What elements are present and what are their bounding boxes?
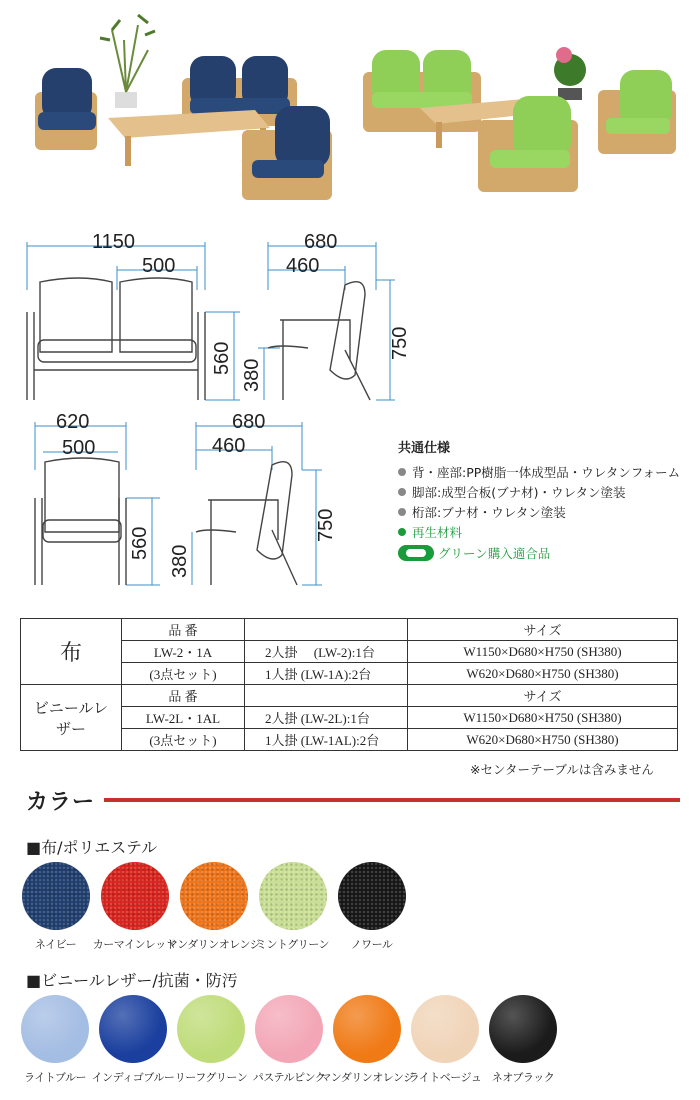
fabric-swatches xyxy=(16,862,411,952)
table-cell: 2人掛 (LW-2L):1台 xyxy=(245,707,408,729)
fabric-set: (3点セット) xyxy=(122,663,245,685)
color-circle xyxy=(101,862,169,930)
table-cell: W620×D680×H750 (SH380) xyxy=(408,729,678,751)
col-size: サイズ xyxy=(408,685,678,707)
dim-single-side-seat-depth: 460 xyxy=(212,435,246,457)
table-cell: 1人掛 (LW-1A):2台 xyxy=(245,663,408,685)
product-photo-navy xyxy=(20,0,360,215)
table-cell: W620×D680×H750 (SH380) xyxy=(408,663,678,685)
color-circle xyxy=(21,995,89,1063)
col-part-number: 品 番 xyxy=(122,685,245,707)
dim-single-width: 620 xyxy=(56,411,90,433)
color-circle xyxy=(99,995,167,1063)
dim-sofa-seat-width: 500 xyxy=(142,255,176,277)
color-circle xyxy=(22,862,90,930)
color-name: インディゴブルー xyxy=(91,1071,175,1084)
vinyl-set: (3点セット) xyxy=(122,729,245,751)
dim-single-arm-height: 560 xyxy=(129,526,151,560)
fabric-part-number: LW-2・1A xyxy=(122,641,245,663)
dim-single-side-depth: 680 xyxy=(232,411,266,433)
color-name: ノワール xyxy=(350,938,393,951)
green-purchase-badge: グリーン購入適合品 xyxy=(398,542,688,564)
color-swatch xyxy=(484,995,562,1085)
color-name: ミントグリーン xyxy=(255,938,330,951)
dim-side-seat-height: 380 xyxy=(241,358,263,392)
color-heading: カラー xyxy=(26,790,96,815)
color-name: ライトブルー xyxy=(24,1071,86,1084)
color-circle xyxy=(177,995,245,1063)
color-swatch xyxy=(250,995,328,1085)
color-name: マンダリンオレンジ xyxy=(166,938,261,951)
color-swatch xyxy=(172,995,250,1085)
vinyl-swatches xyxy=(16,995,562,1085)
common-spec xyxy=(398,437,688,564)
table-cell: W1150×D680×H750 (SH380) xyxy=(408,707,678,729)
table-cell: 1人掛 (LW-1AL):2台 xyxy=(245,729,408,751)
color-swatch xyxy=(332,862,411,952)
product-spec-table xyxy=(20,618,678,751)
color-name: ライトベージュ xyxy=(408,1071,482,1084)
fabric-heading: ■布/ポリエステル xyxy=(26,838,158,857)
dim-single-side-seat-height: 380 xyxy=(169,544,191,578)
color-swatch xyxy=(16,862,95,952)
color-swatch xyxy=(92,862,177,952)
green-purchase-logo-icon xyxy=(398,545,434,561)
dimension-drawings xyxy=(0,230,420,600)
color-circle xyxy=(180,862,248,930)
color-swatch xyxy=(253,862,332,952)
table-note: ※センターテーブルは含みません xyxy=(470,762,654,777)
table-cell: 2人掛 (LW-2):1台 xyxy=(245,641,408,663)
dim-side-seat-depth: 460 xyxy=(286,255,320,277)
vinyl-heading: ■ビニールレザー/抗菌・防汚 xyxy=(26,971,238,990)
color-name: パステルピンク xyxy=(252,1071,326,1084)
bullet-icon xyxy=(398,468,406,476)
spec-item: 桁部:ブナ材・ウレタン塗装 xyxy=(398,502,688,522)
material-fabric: 布 xyxy=(21,619,122,685)
table-cell: W1150×D680×H750 (SH380) xyxy=(408,641,678,663)
color-swatch xyxy=(91,995,175,1085)
color-heading-rule xyxy=(104,798,680,802)
col-part-number: 品 番 xyxy=(122,619,245,641)
spec-item: 脚部:成型合板(ブナ材)・ウレタン塗装 xyxy=(398,482,688,502)
color-name: カーマインレッド xyxy=(92,938,177,951)
spec-title: 共通仕様 xyxy=(398,441,451,456)
color-circle xyxy=(259,862,327,930)
dim-single-seat-width: 500 xyxy=(62,437,96,459)
color-name: リーフグリーン xyxy=(174,1071,248,1084)
color-name: マンダリンオレンジ xyxy=(320,1071,414,1084)
color-circle xyxy=(338,862,406,930)
product-photo-green xyxy=(358,0,690,215)
color-circle xyxy=(333,995,401,1063)
vinyl-part-number: LW-2L・1AL xyxy=(122,707,245,729)
color-circle xyxy=(489,995,557,1063)
dim-side-total-height: 750 xyxy=(389,326,411,360)
material-vinyl: ビニールレザー xyxy=(21,685,122,751)
dim-sofa-width: 1150 xyxy=(92,231,136,253)
dim-single-side-total-height: 750 xyxy=(315,508,337,542)
bullet-icon xyxy=(398,488,406,496)
color-swatch xyxy=(406,995,484,1085)
color-swatch xyxy=(320,995,414,1085)
bullet-icon xyxy=(398,508,406,516)
color-swatch xyxy=(16,995,94,1085)
color-circle xyxy=(255,995,323,1063)
color-name: ネオブラック xyxy=(491,1071,555,1084)
col-size: サイズ xyxy=(408,619,678,641)
recycled-material: 再生材料 xyxy=(398,522,688,542)
spec-item: 背・座部:PP樹脂一体成型品・ウレタンフォーム xyxy=(398,462,688,482)
green-bullet-icon xyxy=(398,528,406,536)
color-circle xyxy=(411,995,479,1063)
dim-sofa-arm-height: 560 xyxy=(211,341,233,375)
color-name: ネイビー xyxy=(34,938,77,951)
color-swatch xyxy=(166,862,261,952)
dim-side-depth: 680 xyxy=(304,231,338,253)
